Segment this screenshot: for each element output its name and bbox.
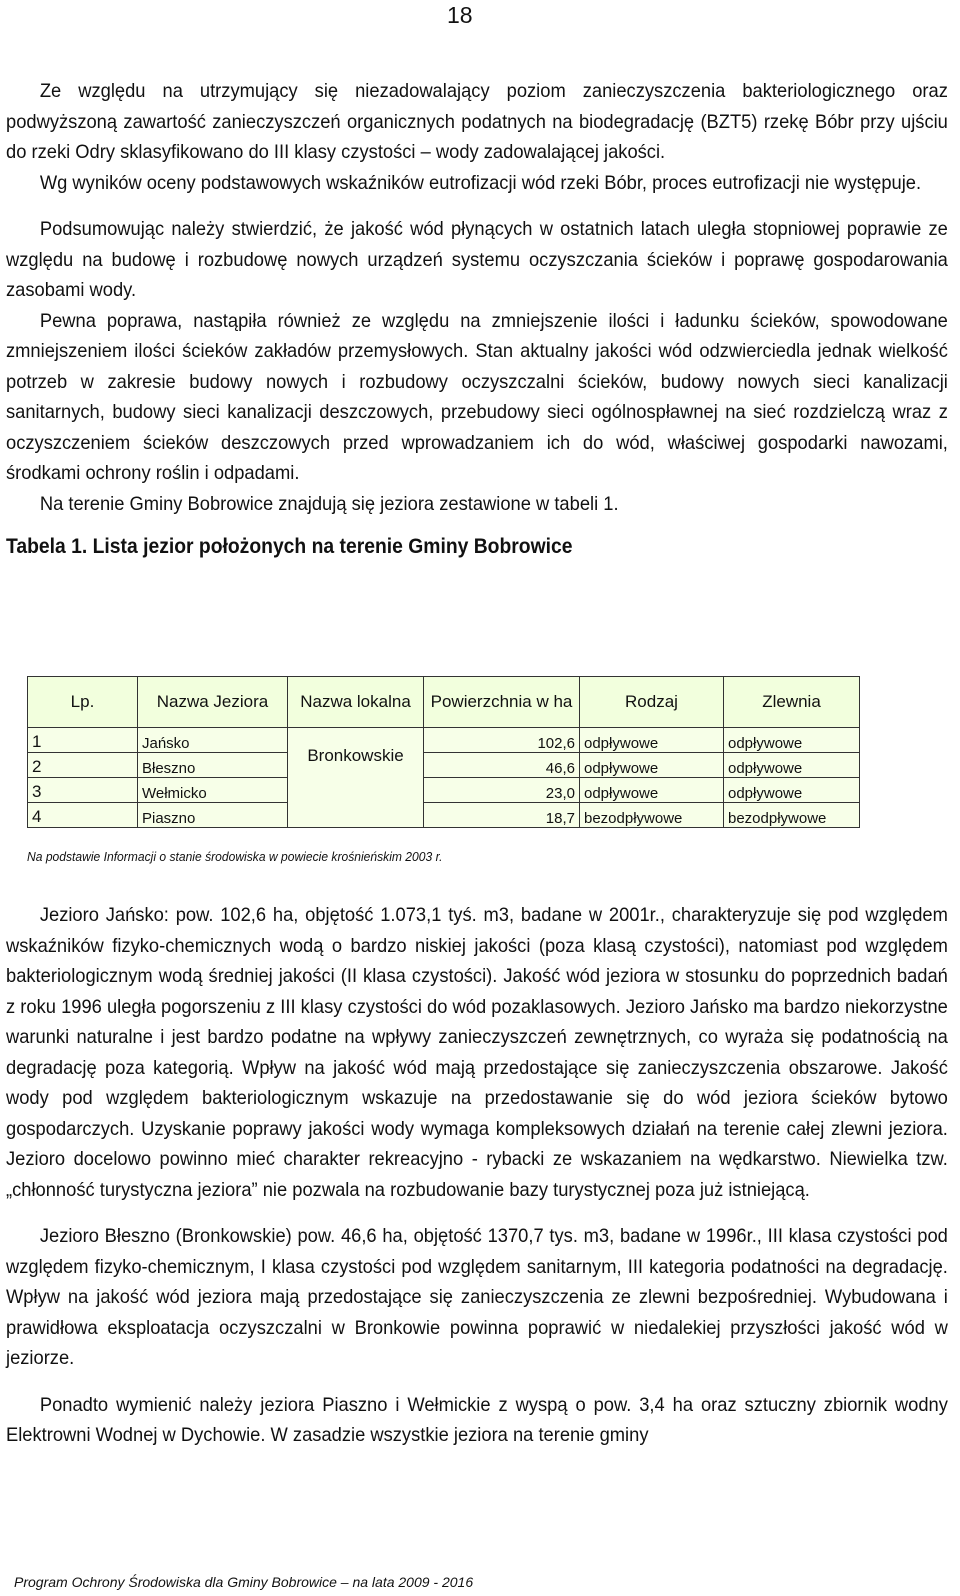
- cell-basin: bezodpływowe: [724, 803, 860, 828]
- cell-lp: 4: [28, 803, 138, 828]
- cell-area: 46,6: [424, 753, 580, 778]
- local-name-text: Bronkowskie: [307, 746, 404, 765]
- paragraph-1: Ze względu na utrzymujący się niezadowalający poziom zanieczyszczenia bakteriologicznego oraz podwyższoną zawartość zanieczyszczeń organicznych podatnych na biodegradację (BZT5) rzekę Bóbr przy ujściu do rzeki Odry sklasyfikowano do III klasy czystości – wody zadowalającej jakości.: [6, 80, 948, 163]
- cell-name: Piaszno: [138, 803, 288, 828]
- table-row: [28, 803, 860, 828]
- cell-lp: 1: [28, 728, 138, 753]
- paragraph-4: Pewna poprawa, nastąpiła również ze względu na zmniejszenie ilości i ładunku ścieków, spowodowane zmniejszeniem ilości ścieków zakładów przemysłowych. Stan aktualny jakości wód odzwierciedla jednak wielkość potrzeb w zakresie budowy nowych i rozbudowy oczyszczalni ścieków, budowy nowych sieci kanalizacji sanitarnych, budowy sieci kanalizacji deszczowych, przebudowy sieci ogólnospławnej na sieć rozdzielczą wraz z oczyszczeniem ścieków deszczowych przed wprowadzaniem ich do wód, właściwej gospodarki nawozami, środkami ochrony roślin i odpadami.: [6, 309, 948, 484]
- lakes-table: [27, 676, 860, 828]
- table-source-note: Na podstawie Informacji o stanie środowiska w powiecie krośnieńskim 2003 r.: [27, 849, 443, 864]
- table-row: [28, 778, 860, 803]
- header-basin: Zlewnia: [724, 677, 860, 728]
- paragraph-bleszno: Jezioro Błeszno (Bronkowskie) pow. 46,6 ha, objętość 1370,7 tys. m3, badane w 1996r., III klasa czystości pod względem fizyko-chemicznym, I klasa czystości pod względem sanitarnym, III kategoria podatności na degradację. Wpływ na jakość wód jeziora mają przedostające się zanieczyszczenia ze zlewni bezpośredniej. Wybudowana i prawidłowa eksploatacja oczyszczalni w Bronkowie powinna poprawić w niedalekiej przyszłości jakość wód w jeziorze.: [6, 1225, 948, 1369]
- cell-type: odpływowe: [580, 753, 724, 778]
- cell-basin: odpływowe: [724, 728, 860, 753]
- table-title: Tabela 1. Lista jezior położonych na terenie Gminy Bobrowice: [6, 535, 573, 558]
- cell-name: Jańsko: [138, 728, 288, 753]
- table-row: [28, 728, 860, 753]
- cell-type: bezodpływowe: [580, 803, 724, 828]
- main-text-top: [6, 76, 948, 559]
- cell-name: Wełmicko: [138, 778, 288, 803]
- cell-area: 23,0: [424, 778, 580, 803]
- header-local-name: Nazwa lokalna: [288, 677, 424, 728]
- cell-basin: odpływowe: [724, 778, 860, 803]
- header-type: Rodzaj: [580, 677, 724, 728]
- paragraph-3: Podsumowując należy stwierdzić, że jakość wód płynących w ostatnich latach uległa stopniowej poprawie ze względu na budowę i rozbudowę nowych urządzeń systemu oczyszczania ścieków i poprawę gospodarowania zasobami wody.: [6, 218, 948, 301]
- page-footer: Program Ochrony Środowiska dla Gminy Bobrowice – na lata 2009 - 2016: [14, 1574, 474, 1590]
- table-header-row: [28, 677, 860, 728]
- paragraph-jansko: Jezioro Jańsko: pow. 102,6 ha, objętość 1.073,1 tyś. m3, badane w 2001r., charakteryzuje się pod względem wskaźników fizyko-chemicznych wodą o bardzo niskiej jakości (poza klasą czystości), natomiast pod względem bakteriologicznym wodą średniej jakości (II klasa czystości). Jakość wód jeziora w stosunku do poprzednich badań z roku 1996 uległa pogorszeniu z III klasy czystości do wód pozaklasowych. Jezioro Jańsko ma bardzo niekorzystne warunki naturalne i jest bardzo podatne na wpływy zanieczyszczeń zewnętrznych, co wyraża się podatnością na degradację poza kategorią. Wpływ na jakość wód mają przedostające się zanieczyszczenia obszarowe. Jakość wody pod względem bakteriologicznym wskazuje na przedostawanie się do wód jeziora ścieków bytowo gospodarczych. Uzyskanie poprawy jakości wody wymaga kompleksowych działań na terenie całej zlewni jeziora. Jezioro docelowo powinno mieć charakter rekreacyjno - rybacki ze wskazaniem na wędkarstwo. Niewielka tzw. „chłonność turystyczna jeziora” nie pozwala na rozbudowanie bazy turystycznej poza już istniejącą.: [6, 904, 948, 1201]
- cell-type: odpływowe: [580, 728, 724, 753]
- paragraph-other-lakes: Ponadto wymienić należy jeziora Piaszno i Wełmickie z wyspą o pow. 3,4 ha oraz sztuczny zbiornik wodny Elektrowni Wodnej w Dychowie. W zasadzie wszystkie jeziora na terenie gminy: [6, 1393, 948, 1446]
- header-area: Powierzchnia w ha: [424, 677, 580, 728]
- paragraph-2: Wg wyników oceny podstawowych wskaźników eutrofizacji wód rzeki Bóbr, proces eutrofizacji nie występuje.: [39, 171, 922, 194]
- cell-area: 18,7: [424, 803, 580, 828]
- cell-area: 102,6: [424, 728, 580, 753]
- cell-basin: odpływowe: [724, 753, 860, 778]
- page-number: 18: [447, 2, 473, 28]
- cell-lp: 2: [28, 753, 138, 778]
- header-lp: Lp.: [28, 677, 138, 728]
- cell-type: odpływowe: [580, 778, 724, 803]
- header-name: Nazwa Jeziora: [138, 677, 288, 728]
- cell-lp: 3: [28, 778, 138, 803]
- main-text-bottom: [6, 900, 948, 1451]
- table-row: [28, 753, 860, 778]
- cell-name: Błeszno: [138, 753, 288, 778]
- paragraph-5: Na terenie Gminy Bobrowice znajdują się jeziora zestawione w tabeli 1.: [39, 492, 619, 515]
- cell-local-name: [288, 728, 424, 828]
